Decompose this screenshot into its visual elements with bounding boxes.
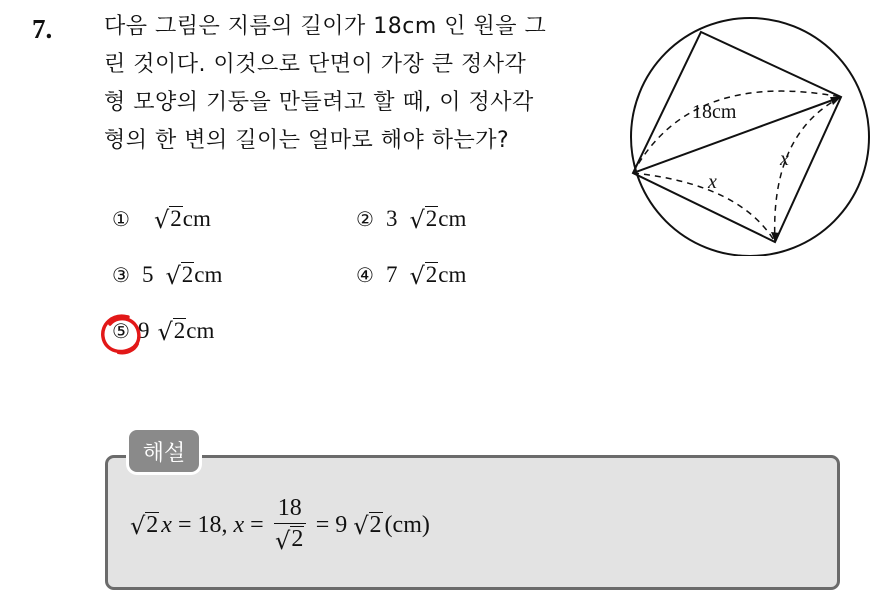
result-unit: (cm) [384,511,430,538]
sqrt-expression: √ 2 [153,205,182,234]
sqrt-expression: √ 2 [157,317,186,346]
choice-coef: 5 [141,262,154,287]
choice-coef: 3 [385,206,398,231]
choice-unit: cm [194,262,223,287]
choice-mark: ① [112,207,130,231]
choice-unit: cm [182,206,211,231]
variable-x: x [233,511,245,538]
sqrt-expression: √ 2 [165,261,194,290]
sqrt-expression: √ 2 [130,511,159,541]
variable-x: x [161,511,172,538]
fraction-numerator: 18 [277,495,302,522]
question-text [104,8,604,160]
choice-1[interactable] [112,206,211,232]
choice-4[interactable] [356,262,466,288]
choice-coef: 9 [137,318,150,343]
choice-unit: cm [438,206,467,231]
solution-formula [130,490,430,560]
diameter-label: 18cm [692,101,737,123]
question-line: 형 모양의 기둥을 만들려고 할 때, 이 정사각 [104,90,534,115]
choice-unit: cm [438,262,467,287]
choice-2[interactable] [356,206,466,232]
question-line: 다음 그림은 지름의 길이가 18cm 인 원을 그 [104,14,547,39]
choice-5[interactable] [112,318,214,344]
side-label-x: x [708,171,717,193]
sqrt-expression: √ 2 [409,205,438,234]
solution-tag: 해설 [129,430,199,472]
question-number: 7. [32,14,53,44]
choice-mark: ② [356,207,374,231]
side-label-x: x [780,148,789,170]
choice-mark: ③ [112,263,130,287]
question-line: 린 것이다. 이것으로 단면이 가장 큰 정사각 [104,52,527,77]
sqrt-expression: √ 2 [353,511,382,541]
circle-square-figure [620,14,882,256]
sqrt-expression: √ 2 [409,261,438,290]
choice-3[interactable] [112,262,222,288]
choice-mark: ④ [356,263,374,287]
formula-text: = 18, [177,511,228,538]
fraction [274,495,306,555]
formula-text: = 9 [315,511,348,538]
choice-mark: ⑤ [112,319,130,343]
fraction-denominator: √ 2 [275,526,304,555]
inscribed-square [633,32,841,242]
choice-coef: 7 [385,262,398,287]
question-line: 형의 한 변의 길이는 얼마로 해야 하는가? [104,128,510,153]
choice-unit: cm [186,318,215,343]
formula-text: = [250,511,264,538]
